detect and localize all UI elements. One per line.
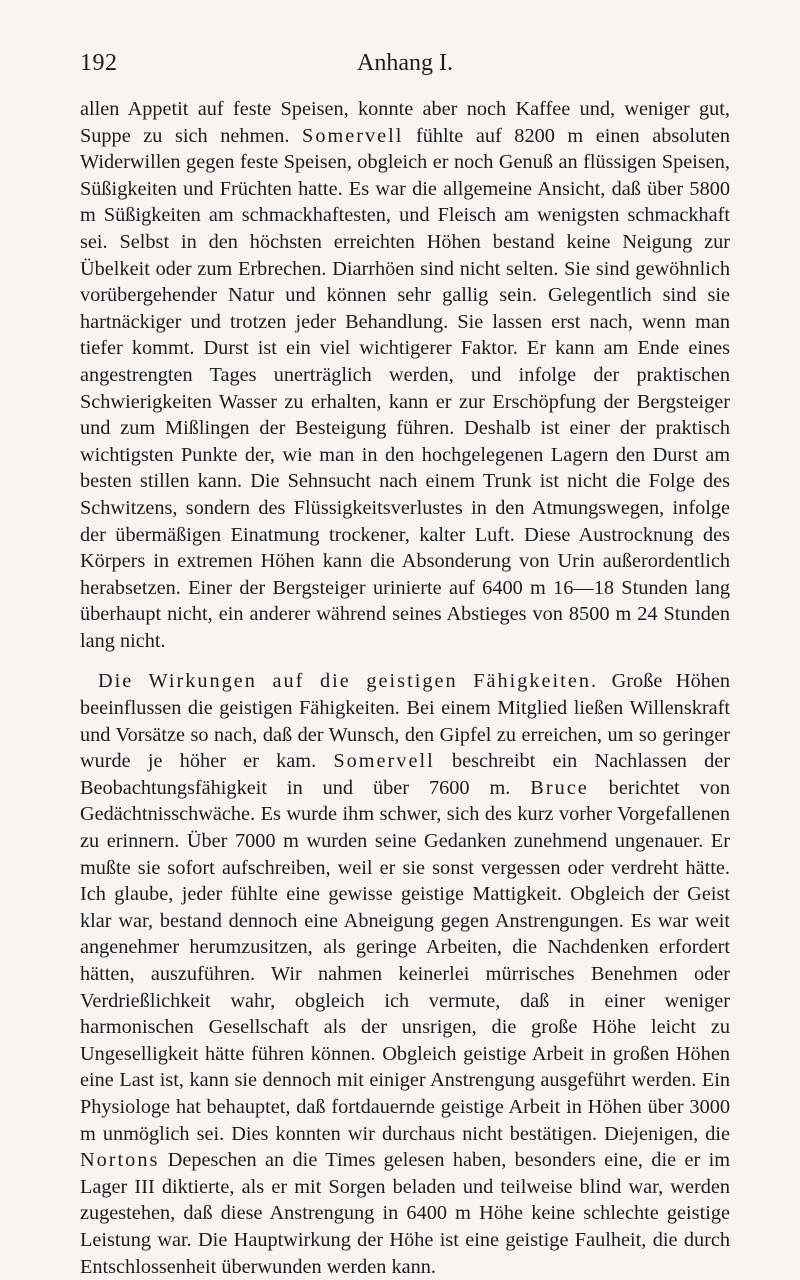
author-name: Somervell: [333, 750, 435, 773]
text-run: beschreibt ein Nachlassen der Beobachtungsfähigkeit in und über 7600 m.: [80, 750, 730, 799]
running-header: [80, 50, 730, 84]
section-heading: Die Wirkungen auf die geistigen Fähigkeiten.: [98, 670, 599, 693]
body-text: [80, 96, 730, 1280]
running-title: Anhang I.: [357, 50, 453, 76]
text-run: Depeschen an die Times gelesen haben, besonders eine, die er im Lager III diktierte, als er mit Sorgen beladen und teilweise blind war, werden zugestehen, daß diese Anstrengung in 6400 m Höhe keine schlechte geistige Leistung war. Die Hauptwirkung der Höhe ist eine geistige Faulheit, die durch Entschlossenheit überwunden werden kann.: [80, 1149, 730, 1278]
text-run: allen Appetit auf feste Speisen, konnte aber noch Kaffee und, weniger gut, Suppe zu sich nehmen.: [80, 98, 730, 147]
author-name: Somervell: [302, 124, 404, 147]
text-run: Große Höhen beeinflussen die geistigen Fähigkeiten. Bei einem Mitglied ließen Willenskraft und Vorsätze so nach, daß der Wunsch, den Gipfel zu erreichen, um so geringer wurde je höher er kam.: [80, 670, 731, 773]
paragraph: [80, 96, 730, 654]
author-name: Bruce: [530, 776, 589, 799]
page-number: 192: [80, 50, 118, 76]
text-run: fühlte auf 8200 m einen absoluten Widerwillen gegen feste Speisen, obgleich er noch Genuß an flüssigen Speisen, Süßigkeiten und Früchten hatte. Es war die allgemeine Ansicht, daß über 5800 m Süßigkeiten am schmackhaftesten, und Fleisch am wenigsten schmackhaft sei. Selbst in den höchsten erreichten Höhen bestand keine Neigung zur Übelkeit oder zum Erbrechen. Diarrhöen sind nicht selten. Sie sind gewöhnlich vorübergehender Natur und können sehr gallig sein. Gelegentlich sind sie hartnäckiger und trotzen jeder Behandlung. Sie lassen erst nach, wenn man tiefer kommt. Durst ist ein viel wichtigerer Faktor. Er kann am Ende eines angestrengten Tages unerträglich werden, und infolge der praktischen Schwierigkeiten Wasser zu erhalten, kann er zur Erschöpfung der Bergsteiger und zum Mißlingen der Besteigung führen. Deshalb ist einer der praktisch wichtigsten Punkte der, wie man in den hochgelegenen Lagern den Durst am besten stillen kann. Die Sehnsucht nach einem Trunk ist nicht die Folge des Schwitzens, sondern des Flüssigkeitsverlustes in den Atmungswegen, infolge der übermäßigen Einatmung trockener, kalter Luft. Diese Austrocknung des Körpers in extremen Höhen kann die Absonderung von Urin außerordentlich herabsetzen. Einer der Bergsteiger urinierte auf 6400 m 16—18 Stunden lang überhaupt nicht, ein anderer während seines Abstieges von 8500 m 24 Stunden lang nicht.: [80, 124, 730, 652]
author-name: Nortons: [80, 1149, 160, 1172]
paragraph: [80, 668, 730, 1280]
text-run: berichtet von Gedächtnisschwäche. Es wurde ihm schwer, sich des kurz vorher Vorgefallenen zu erinnern. Über 7000 m wurden seine Gedanken zunehmend ungenauer. Er mußte sie sofort aufschreiben, weil er sie sonst vergessen oder verdreht hätte. Ich glaube, jeder fühlte eine gewisse geistige Mattigkeit. Obgleich der Geist klar war, bestand dennoch eine Abneigung gegen Anstrengungen. Es war weit angenehmer herumzusitzen, als geringe Arbeiten, die Nachdenken erfordert hätten, auszuführen. Wir nahmen keinerlei mürrisches Benehmen oder Verdrießlichkeit wahr, obgleich ich vermute, daß in einer weniger harmonischen Gesellschaft als der unsrigen, die große Höhe leicht zu Ungeselligkeit hätte führen können. Obgleich geistige Arbeit in großen Höhen eine Last ist, kann sie dennoch mit einiger Anstrengung ausgeführt werden. Ein Physiologe hat behauptet, daß fortdauernde geistige Arbeit in Höhen über 3000 m unmöglich sei. Dies konnten wir durchaus nicht bestätigen. Diejenigen, die: [80, 776, 730, 1145]
